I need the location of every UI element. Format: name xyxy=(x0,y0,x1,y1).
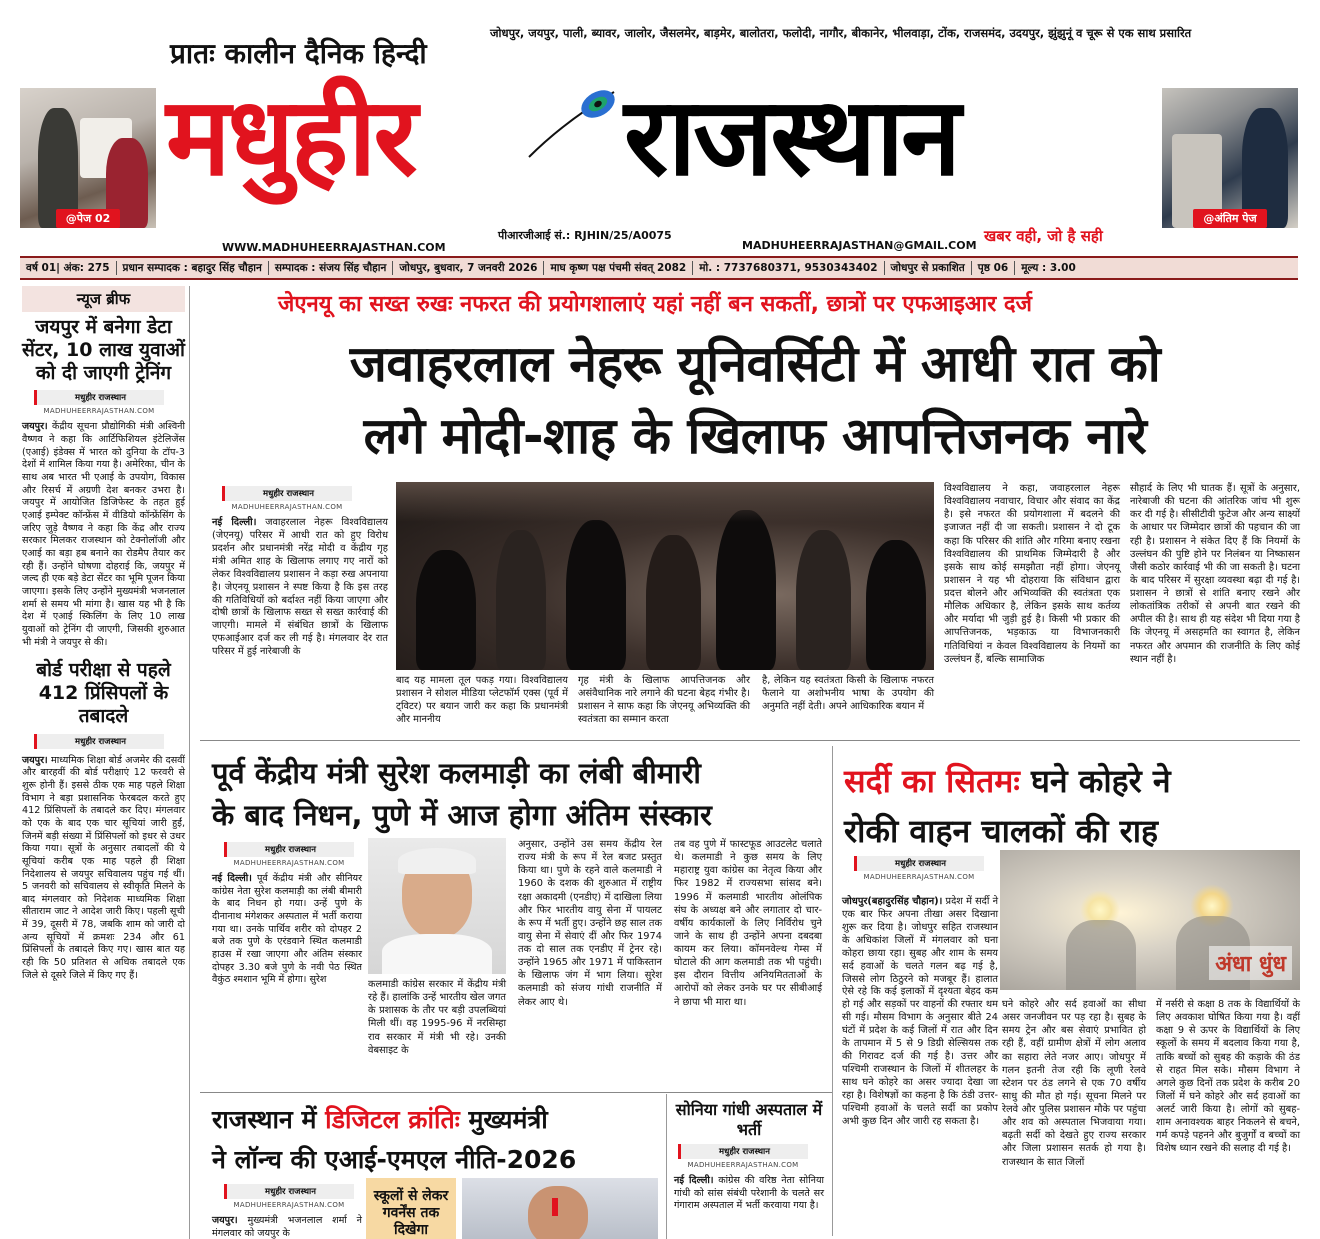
ai-policy-body: जयपुर। मुख्यमंत्री भजनलाल शर्मा ने मंगलवार को जयपुर के xyxy=(212,1215,362,1239)
issue-date: जोधपुर, बुधवार, 7 जनवरी 2026 xyxy=(393,261,544,275)
brief-body-1: जयपुर। केंद्रीय सूचना प्रौद्योगिकी मंत्री अश्विनी वैष्णव ने कहा कि आर्टिफिशियल इंटेलिजेंस (एआई) इंडेक्स में भारत को दुनिया के टॉप-3 देशों में शामिल किया गया है। अमेरिका, चीन के साथ अब भारत भी एआई के उपयोग, विकास और रिसर्च में अग्रणी देश बनकर उभरा है। जयपुर में आयोजित डिजिफेस्ट के तहत हुई एआई इम्पेक्ट कॉन्फ्रेंस में वीडियो कॉन्फ्रेंसिंग के जरिए जुड़े वैष्णव ने कहा कि केंद्र और राज्य सरकार मिलकर राजस्थान को टेक्नोलॉजी और एआई का बड़ा हब बनाने का रोडमैप तैयार कर रही हैं। उन्होंने घोषणा दोहराई कि, जयपुर में जल्द ही एक बड़े डेटा सेंटर का भूमि पूजन किया जाएगा। इसके लिए उन्होंने मुख्यमंत्री भजनलाल शर्मा से समय भी मांगा है। खास यह भी है कि देश में एआई स्किलिंग के लिए 10 लाख युवाओं को ट्रेनिंग दी जाएगी, जिसकी शुरुआत भी मंत्री ने जयपुर से की। xyxy=(22,421,185,648)
title-rajasthan: राजस्थान xyxy=(624,75,959,200)
brief-body-2: जयपुर। माध्यमिक शिक्षा बोर्ड अजमेर की दसवीं और बारहवीं की बोर्ड परीक्षाएं 12 फरवरी से शुरू होनी हैं। इससे ठीक एक माह पहले शिक्षा विभाग ने बड़ा प्रशासनिक फेरबदल करते हुए 412 प्रिंसिपलों के तबादले कर दिए। मंगलवार को एक के बाद एक चार सूचियां जारी हुईं, जिनमें बड़ी संख्या में प्रिंसिपलों को इधर से उधर किया गया। सूत्रों के अनुसार तबादलों की ये सूचियां करीब एक माह पहले ही शिक्षा निदेशालय से जयपुर सचिवालय पहुंच गई थीं। 5 जनवरी को सचिवालय से स्वीकृति मिलने के बाद मंगलवार को निदेशक माध्यमिक शिक्षा सीताराम जाट ने आदेश जारी किए। पहली सूची में 39, दूसरी में 78, जबकि शाम को जारी दो अन्य सूचियों में क्रमशः 234 और 61 प्रिंसिपलों के तबादले किए गए। खास बात यह रही कि 50 प्रतिशत से अधिक तबादले एक जिले से दूसरे जिले में किए गए हैं। xyxy=(22,754,185,981)
section-divider xyxy=(200,1092,832,1093)
info-bar xyxy=(20,256,1298,280)
lead-headline[interactable]: जवाहरलाल नेहरू यूनिवर्सिटी में आधी रात को लगे मोदी-शाह के खिलाफ आपत्तिजनक नारे xyxy=(349,335,1161,465)
jnu-protest-photo xyxy=(396,482,934,670)
kalmadi-col-1: नई दिल्ली। पूर्व केंद्रीय मंत्री और सीनियर कांग्रेस नेता सुरेश कलमाड़ी का लंबी बीमारी के बाद निधन हो गया। उन्हें पुणे के दीनानाथ मंगेशकर अस्पताल में भर्ती कराया गया था। उनके पार्थिव शरीर को दोपहर 2 बजे तक पुणे के एरंडवाने स्थित कलमाडी हाउस में रखा जाएगा और अंतिम संस्कार दोपहर 3.30 बजे पुणे के नवी पेठ स्थित वैकुंठ श्मशान भूमि में होगा। सुरेश xyxy=(212,873,363,986)
kalmadi-col-4: तब वह पुणे में फास्टफूड आउटलेट चलाते थे। कलमाडी ने कुछ समय के लिए महाराष्ट्र युवा कांग्रेस का नेतृत्व किया और फिर 1982 में राज्यसभा सांसद बने। 1996 में कलमाडी भारतीय ओलंपिक संघ के अध्यक्ष बने और लगातार दो चार-वर्षीय कार्यकालों के लिए निर्विरोध चुने जाने के साथ ही उन्होंने अपना दबदबा कायम कर लिया। कॉमनवेल्थ गेम्स में घोटाले की आग कलमाडी तक भी पहुंची। इस दौरान वित्तीय अनियमितताओं के आरोपों को लेकर उनके घर पर सीबीआई ने छापा भी मारा था। xyxy=(674,839,822,1008)
kalmadi-col-3: अनुसार, उन्होंने उस समय केंद्रीय रेल राज्य मंत्री के रूप में रेल बजट प्रस्तुत किया था। पुणे के रहने वाले कलमाडी ने 1960 के दशक की शुरुआत में राष्ट्रीय रक्षा अकादमी (एनडीए) में दाखिला लिया और फिर भारतीय वायु सेना में पायलट के रूप में भर्ती हुए। उन्होंने छह साल तक वायु सेना में सेवाएं दीं और फिर 1974 तक दो साल तक एनडीए में ट्रेनर रहे। उन्होंने 1965 और 1971 में पाकिस्तान के खिलाफ जंग में भाग लिया। सुरेश कलमाडी को संजय गांधी राजनीति में लेकर आए थे। xyxy=(518,839,662,1008)
kalmadi-photo xyxy=(368,838,506,974)
brief-headline-2[interactable]: बोर्ड परीक्षा से पहले 412 प्रिंसिपलों के तबादले xyxy=(36,659,171,727)
byline: मधुहीर राजस्थान xyxy=(34,390,164,405)
lead-col-5: विश्वविद्यालय ने कहा, जवाहरलाल नेहरू विश्वविद्यालय नवाचार, विचार और संवाद का केंद्र है। इसे नफरत की प्रयोगशाला में बदलने की इजाजत नहीं दी जा सकती। प्रशासन ने दो टूक कहा कि परिसर की शांति और गरिमा बनाए रखना विश्वविद्यालय की प्राथमिक जिम्मेदारी है और इसके साथ कोई समझौता नहीं होगा। जेएनयू प्रशासन ने यह भी दोहराया कि संविधान द्वारा प्रदत्त बोलने और अभिव्यक्ति की स्वतंत्रता एक मौलिक अधिकार है, लेकिन इसके साथ कर्तव्य और मर्यादा भी जुड़ी हुई है। किसी भी प्रकार की आपत्तिजनक, भड़काऊ या विभाजनकारी गतिविधियां न केवल विश्वविद्यालय के नियमों का उल्लंघन हैं, बल्कि सामाजिक xyxy=(944,483,1120,665)
ai-policy-headline[interactable]: राजस्थान में डिजिटल क्रांतिः मुख्यमंत्री ने लॉन्च की एआई-एमएल नीति-2026 xyxy=(212,1105,577,1174)
fog-photo-caption: अंधा धुंध xyxy=(1209,946,1292,980)
byline-web: MADHUHEERRAJASTHAN.COM xyxy=(233,1201,345,1209)
motto: खबर वही, जो है सही xyxy=(984,227,1103,245)
fog-col-2: घने कोहरे और सर्द हवाओं का सीधा असर जनजीवन पर पड़ रहा है। सुबह के समय ट्रेन और बस सेवाएं प्रभावित हो रही हैं, वहीं ग्रामीण क्षेत्रों में लोग अलाव का सहारा लेते नजर आए। जोधपुर में गलन इतनी तेज रही कि लूणी रेलवे स्टेशन पर ठंड लगने से एक 70 वर्षीय साधु की मौत हो गई। सूचना मिलने पर रेलवे और पुलिस प्रशासन मौके पर पहुंचा और शव को अस्पताल भिजवाया गया। बढ़ती सर्दी को देखते हुए राज्य सरकार और जिला प्रशासन सतर्क हो गया है। राजस्थान के सात जिलों xyxy=(1002,999,1146,1168)
ai-policy-callout: स्कूलों से लेकर गवर्नेंस तक दिखेगा xyxy=(366,1178,456,1239)
fog-col-1: जोधपुर(बहादुरसिंह चौहान)। प्रदेश में सर्दी ने एक बार फिर अपना तीखा असर दिखाना शुरू कर दिया है। जोधपुर सहित राजस्थान के अधिकांश जिलों में मंगलवार को घना कोहरा छाया रहा। सुबह और शाम के समय सर्द हवाओं के चलते गलन बढ़ गई है, जिससे लोग ठिठुरने को मजबूर हैं। हालात ऐसे रहे कि कई इलाकों में दृश्यता बेहद कम हो गई और सड़कों पर वाहनों की रफ्तार थम सी गई। मौसम विभाग के अनुसार बीते 24 घंटों में प्रदेश के कई जिलों में रात और दिन के तापमान में 5 से 9 डिग्री सेल्सियस तक की गिरावट दर्ज की गई है। उत्तर और पश्चिमी राजस्थान के जिलों में शीतलहर के साथ घने कोहरे का असर ज्यादा देखा जा रहा है। विशेषज्ञों का कहना है कि ठंडी उत्तर-पश्चिमी हवाओं के चलते सर्दी का प्रकोप अभी कुछ दिन और जारी रह सकता है। xyxy=(842,896,998,1127)
masthead xyxy=(0,0,1320,256)
right-teaser-photo[interactable] xyxy=(1162,88,1298,228)
lead-story xyxy=(212,482,1300,738)
sonia-story xyxy=(674,1100,824,1213)
byline-web: MADHUHEERRAJASTHAN.COM xyxy=(231,503,343,511)
cm-photo xyxy=(462,1178,658,1239)
byline-web: MADHUHEERRAJASTHAN.COM xyxy=(687,1161,799,1169)
left-teaser-photo[interactable] xyxy=(20,88,156,228)
page-number: पृष्ठ 06 xyxy=(972,261,1015,275)
fog-col-3: में नर्सरी से कक्षा 8 तक के विद्यार्थियों के लिए अवकाश घोषित किया गया है। वहीं कक्षा 9 से ऊपर के विद्यार्थियों के लिए स्कूलों के समय में बदलाव किया गया है, ताकि बच्चों को सुबह की कड़ाके की ठंड से राहत मिल सके। मौसम विभाग ने अगले कुछ दिनों तक प्रदेश के करीब 20 जिलों में घने कोहरे और सर्द हवाओं का अलर्ट जारी किया है। लोगों को सुबह-शाम अनावश्यक बाहर निकलने से बचने, गर्म कपड़े पहनने और बुजुर्गों व बच्चों का विशेष ध्यान रखने की सलाह दी गई है। xyxy=(1156,999,1300,1155)
fog-headline[interactable]: सर्दी का सितमः घने कोहरे ने रोकी वाहन चालकों की राह xyxy=(844,762,1171,850)
column-divider xyxy=(832,746,833,1236)
lead-col-2: बाद यह मामला तूल पकड़ गया। विश्वविद्यालय प्रशासन ने सोशल मीडिया प्लेटफॉर्म एक्स (पूर्व में ट्विटर) पर बयान जारी कर कहा कि प्रधानमंत्री और माननीय xyxy=(396,675,568,726)
phone: मो. : 7737680371, 9530343402 xyxy=(693,261,884,275)
edition-cities: जोधपुर, जयपुर, पाली, ब्यावर, जालोर, जैसलमेर, बाड़मेर, बालोतरा, फलोदी, नागौर, बीकानेर, भीलवाड़ा, टोंक, राजसमंद, उदयपुर, झुंझुनूं व चूरू से एक साथ प्रसारित xyxy=(490,26,1192,40)
byline: मधुहीर राजस्थान xyxy=(34,734,164,749)
kalmadi-col-2: कलमाडी कांग्रेस सरकार में केंद्रीय मंत्री रहे हैं। हालांकि उन्हें भारतीय खेल जगत के प्रशासक के तौर पर बड़ी उपलब्धियां मिली थीं। वह 1995-96 में नरसिम्हा राव सरकार में मंत्री भी रहे। उनकी वेबसाइट के xyxy=(368,979,506,1056)
editor: सम्पादक : संजय सिंह चौहान xyxy=(269,261,393,275)
newspaper-title xyxy=(166,64,1150,212)
tagline: प्रातः कालीन दैनिक हिन्दी xyxy=(170,37,427,70)
news-brief-column xyxy=(22,286,190,1239)
byline: मधुहीर राजस्थान xyxy=(224,1184,354,1199)
page-02-tag[interactable]: @पेज 02 xyxy=(56,209,121,228)
lead-kicker: जेएनयू का सख्त रुखः नफरत की प्रयोगशालाएं यहां नहीं बन सकतीं, छात्रों पर एफआइआर दर्ज xyxy=(278,292,1032,317)
byline-web: MADHUHEERRAJASTHAN.COM xyxy=(863,873,975,881)
website-link[interactable]: WWW.MADHUHEERRAJASTHAN.COM xyxy=(222,241,446,254)
registration-number: पीआरजीआई सं.: RJHIN/25/A0075 xyxy=(498,229,672,242)
news-brief-label: न्यूज ब्रीफ xyxy=(22,286,185,312)
chief-editor: प्रधान सम्पादक : बहादुर सिंह चौहान xyxy=(117,261,269,275)
lead-col-4: है, लेकिन यह स्वतंत्रता किसी के खिलाफ नफरत फैलाने या अशोभनीय भाषा के उपयोग की अनुमति नहीं देती। अपने आधिकारिक बयान में xyxy=(762,675,934,713)
brief-headline-1[interactable]: जयपुर में बनेगा डेटा सेंटर, 10 लाख युवाओं को दी जाएगी ट्रेनिंग xyxy=(22,316,185,384)
title-madhuheer: मधुहीर xyxy=(166,75,415,200)
peacock-feather-icon xyxy=(524,82,624,162)
sonia-headline[interactable]: सोनिया गांधी अस्पताल में भर्ती xyxy=(675,1100,823,1139)
hindu-date: माघ कृष्ण पक्ष पंचमी संवत् 2082 xyxy=(544,261,693,275)
byline: मधुहीर राजस्थान xyxy=(678,1144,808,1159)
lead-col-3: गृह मंत्री के खिलाफ आपत्तिजनक और असंवैधानिक नारे लगाने की घटना बेहद गंभीर है। प्रशासन ने साफ कहा कि जेएनयू अभिव्यक्ति की स्वतंत्रता का सम्मान करता xyxy=(578,675,750,726)
byline: मधुहीर राजस्थान xyxy=(222,486,352,501)
lead-col-6: सौहार्द के लिए भी घातक हैं। सूत्रों के अनुसार, नारेबाजी की घटना की आंतरिक जांच भी शुरू कर दी गई है। सीसीटीवी फुटेज और अन्य साक्ष्यों के आधार पर जिम्मेदार छात्रों की पहचान की जा रही है। प्रशासन ने संकेत दिए हैं कि नियमों के उल्लंघन की पुष्टि होने पर निलंबन या निष्कासन जैसी कठोर कार्रवाई भी की जा सकती है। घटना के बाद परिसर में सुरक्षा व्यवस्था बढ़ा दी गई है। प्रशासन ने छात्रों से शांति बनाए रखने और लोकतांत्रिक तरीकों से अपनी बात रखने की अपील की है। साथ ही यह संदेश भी दिया गया है कि जेएनयू में असहमति का स्वागत है, लेकिन नफरत और अपमान की राजनीति के लिए कोई स्थान नहीं है। xyxy=(1130,483,1300,665)
price: मूल्य : 3.00 xyxy=(1021,262,1076,274)
volume: वर्ष 01| अंक: 275 xyxy=(20,261,117,275)
byline: मधुहीर राजस्थान xyxy=(854,856,984,871)
kalmadi-headline[interactable]: पूर्व केंद्रीय मंत्री सुरेश कलमाड़ी का लंबी बीमारी के बाद निधन, पुणे में आज होगा अंतिम संस्कार xyxy=(212,756,712,832)
byline-web: MADHUHEERRAJASTHAN.COM xyxy=(233,859,345,867)
section-divider xyxy=(200,740,1300,741)
byline: मधुहीर राजस्थान xyxy=(224,842,354,857)
published-from: जोधपुर से प्रकाशित xyxy=(885,261,972,275)
fog-photo xyxy=(1000,850,1300,990)
email-link[interactable]: MADHUHEERRAJASTHAN@GMAIL.COM xyxy=(742,239,977,252)
last-page-tag[interactable]: @अंतिम पेज xyxy=(1193,209,1266,228)
column-divider xyxy=(666,1094,667,1239)
sonia-body: नई दिल्ली। कांग्रेस की वरिष्ठ नेता सोनिया गांधी को सांस संबंधी परेशानी के चलते सर गंगाराम अस्पताल में भर्ती करवाया गया है। xyxy=(674,1175,824,1212)
byline-web: MADHUHEERRAJASTHAN.COM xyxy=(43,407,155,416)
lead-col-1: नई दिल्ली। जवाहरलाल नेहरू विश्वविद्यालय (जेएनयू) परिसर में आधी रात को हुए विरोध प्रदर्शन और प्रधानमंत्री नरेंद्र मोदी व केंद्रीय गृह मंत्री अमित शाह के खिलाफ लगाए गए नारों को लेकर विश्वविद्यालय प्रशासन ने कड़ा रुख अपनाया है। जेएनयू प्रशासन ने स्पष्ट किया है कि इस तरह की गतिविधियों को बर्दाश्त नहीं किया जाएगा और दोषी छात्रों के खिलाफ सख्त से सख्त कार्रवाई की जाएगी। मामले में संबंधित छात्रों के खिलाफ एफआईआर दर्ज कर ली गई है। मंगलवार देर रात परिसर में हुई नारेबाजी के xyxy=(212,517,388,658)
